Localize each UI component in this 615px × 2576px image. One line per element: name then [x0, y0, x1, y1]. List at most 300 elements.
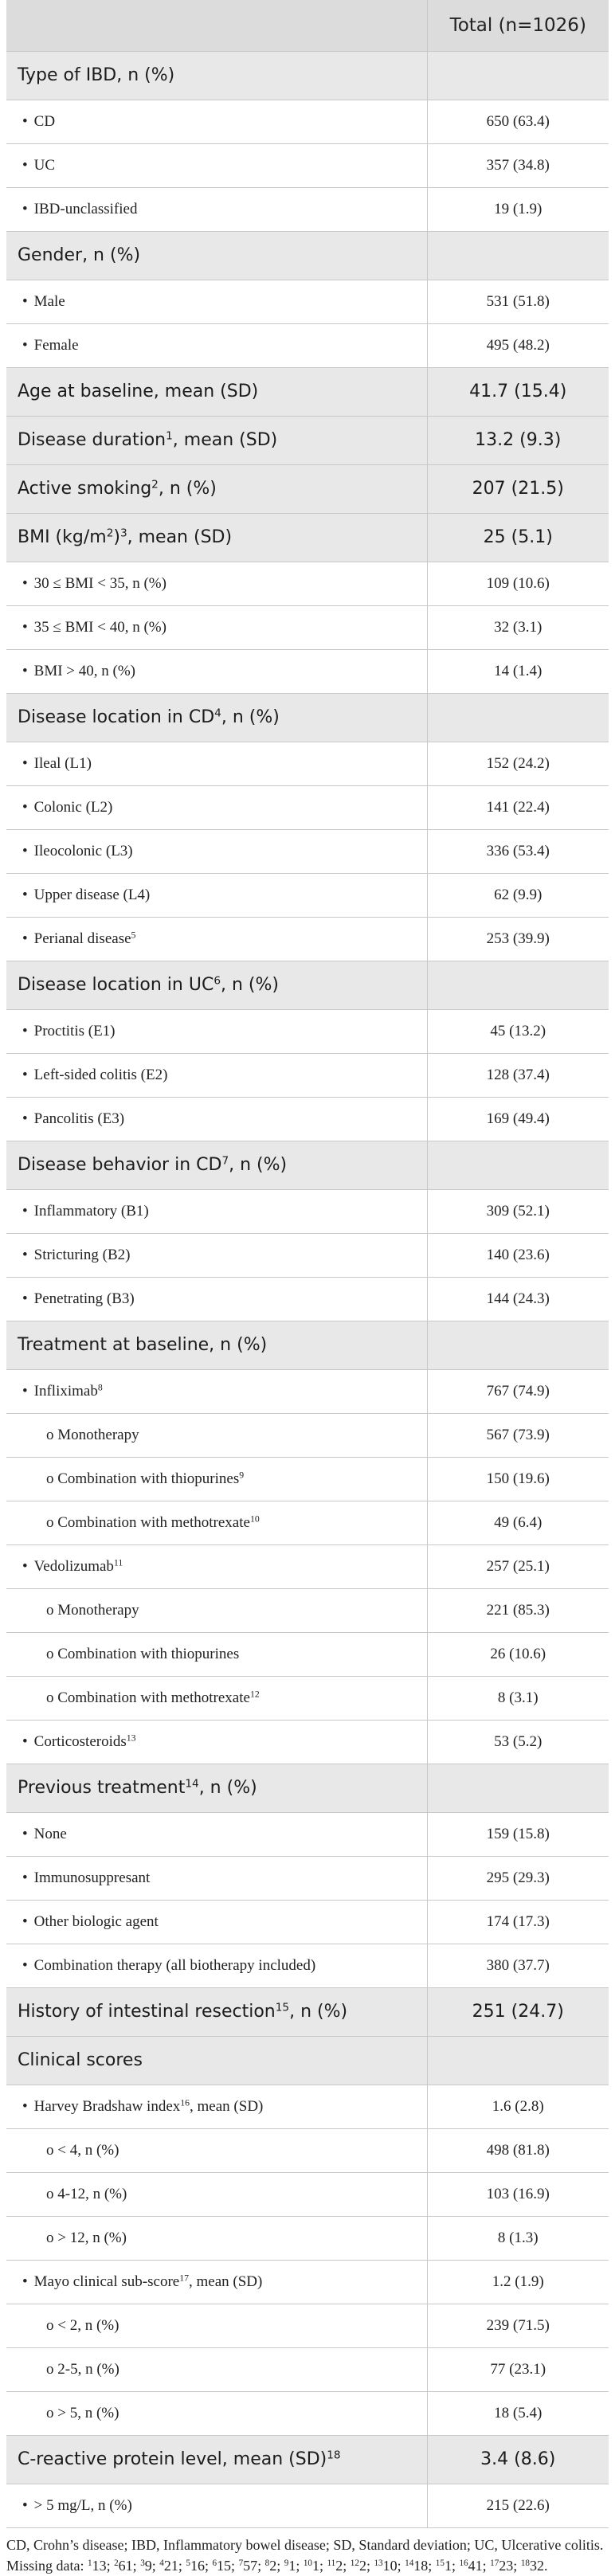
table-row: [6, 187, 609, 231]
row-label: [6, 2216, 427, 2260]
missing-count: 15: [217, 2557, 232, 2574]
row-value: 109 (10.6): [427, 562, 609, 605]
row-label-text: Other biologic agent: [33, 1912, 159, 1930]
missing-count: 2: [269, 2557, 277, 2574]
row-label-text: o Combination with methotrexate: [46, 1689, 250, 1706]
row-label: [6, 1321, 427, 1369]
row-label: [6, 1676, 427, 1720]
bullet-icon: •: [22, 662, 28, 679]
row-label: [6, 1233, 427, 1277]
table-row: [6, 562, 609, 605]
row-value: 295 (29.3): [427, 1856, 609, 1900]
table-row: [6, 785, 609, 829]
footnote-marker: 13: [126, 1732, 136, 1744]
bullet-icon: •: [22, 336, 28, 354]
row-value: 45 (13.2): [427, 1009, 609, 1053]
row-label: [6, 2391, 427, 2435]
table-row: [6, 1501, 609, 1544]
row-label: [6, 513, 427, 562]
table-body: [6, 51, 609, 2527]
row-value: 567 (73.9): [427, 1413, 609, 1457]
row-value: 41.7 (15.4): [427, 367, 609, 416]
row-value: 357 (34.8): [427, 143, 609, 187]
row-value: 49 (6.4): [427, 1501, 609, 1544]
row-label: [6, 1457, 427, 1501]
row-label: [6, 2085, 427, 2128]
row-label-text: Disease duration: [18, 430, 166, 450]
abbreviations-note: CD, Crohn’s disease; IBD, Inflammatory bowel disease; SD, Standard deviation; UC, Ulcerative colitis.: [6, 2536, 604, 2553]
footnote-marker: 17: [179, 2273, 189, 2284]
row-value: 144 (24.3): [427, 1277, 609, 1321]
row-label-text: Male: [33, 292, 65, 310]
row-label-text: History of intestinal resection: [18, 2002, 276, 2022]
row-label-text: CD: [33, 112, 56, 130]
row-label-text: Gender, n (%): [18, 245, 141, 265]
footnote-marker: 7: [221, 1154, 229, 1168]
row-label: [6, 143, 427, 187]
missing-count: 1: [444, 2557, 452, 2574]
missing-count: 1: [288, 2557, 296, 2574]
row-label-text: Colonic (L2): [33, 798, 113, 816]
row-label-text: Immunosuppresant: [33, 1869, 151, 1886]
missing-count: 1: [312, 2557, 319, 2574]
row-label-suffix: , mean (SD): [188, 2273, 263, 2290]
footnote-marker: 2: [106, 527, 114, 540]
row-value: 3.4 (8.6): [427, 2435, 609, 2484]
table-row: [6, 1900, 609, 1944]
bullet-icon: •: [22, 112, 28, 130]
missing-footnote-number: 4: [159, 2558, 164, 2568]
section-row: [6, 416, 609, 464]
missing-count: 41: [468, 2557, 483, 2574]
table-row: [6, 1856, 609, 1900]
section-row: [6, 464, 609, 513]
row-label-text: o Monotherapy: [46, 1601, 139, 1619]
row-label-text: UC: [33, 156, 56, 174]
missing-footnote-number: 2: [114, 2558, 119, 2568]
row-label: [6, 2260, 427, 2304]
section-row: [6, 1141, 609, 1189]
row-value: 215 (22.6): [427, 2484, 609, 2527]
footnote-marker: 8: [97, 1382, 103, 1393]
missing-footnote-number: 16: [459, 2558, 468, 2568]
row-label: [6, 1987, 427, 2036]
row-value: 150 (19.6): [427, 1457, 609, 1501]
bullet-icon: •: [22, 842, 28, 859]
table-row: [6, 742, 609, 785]
row-value: 767 (74.9): [427, 1369, 609, 1413]
footnote-marker: 15: [275, 2001, 290, 2014]
missing-footnote-number: 8: [264, 2558, 270, 2568]
row-label: [6, 1501, 427, 1544]
row-label: [6, 2128, 427, 2172]
table-row: [6, 323, 609, 367]
table-row: [6, 2085, 609, 2128]
row-label-text: Age at baseline, mean (SD): [18, 382, 259, 401]
row-value: 1.2 (1.9): [427, 2260, 609, 2304]
row-value: 62 (9.9): [427, 873, 609, 917]
row-value: [427, 1141, 609, 1189]
section-row: [6, 1764, 609, 1812]
missing-data-values: $^1$13; $^2$61; $^3$9; $^4$21; $^5$16; $^6$15; $^7$57; $^8$2; $^9$1; $^{10}$1; $^{11}$2; $^{12}$2; $^{13}$10; $^{14}$18; $^{15}$1; $^{16}$41; $^{17}$23; $^{18}$32.: [88, 2557, 548, 2574]
bullet-icon: •: [22, 1382, 28, 1400]
row-label: [6, 2172, 427, 2216]
row-value: 169 (49.4): [427, 1097, 609, 1141]
row-label: [6, 416, 427, 464]
row-value: 140 (23.6): [427, 1233, 609, 1277]
row-label: [6, 693, 427, 742]
row-label-text: Infliximab: [33, 1382, 98, 1400]
row-value: 251 (24.7): [427, 1987, 609, 2036]
missing-footnote-number: 11: [327, 2558, 336, 2568]
row-label-text: Proctitis (E1): [33, 1022, 116, 1039]
table-row: [6, 605, 609, 649]
row-value: 380 (37.7): [427, 1944, 609, 1987]
row-label-suffix: , mean (SD): [127, 527, 233, 547]
missing-footnote-number: 18: [520, 2558, 530, 2568]
bullet-icon: •: [22, 930, 28, 947]
table-row: [6, 1053, 609, 1097]
row-label: [6, 1588, 427, 1632]
missing-count: 18: [413, 2557, 429, 2574]
row-label: [6, 1413, 427, 1457]
table-row: [6, 1233, 609, 1277]
missing-count: 61: [118, 2557, 133, 2574]
row-label-text: Female: [33, 336, 79, 354]
footnote-marker: 11: [113, 1557, 123, 1568]
missing-footnote-number: 17: [490, 2558, 499, 2568]
table-row: [6, 1944, 609, 1987]
bullet-icon: •: [22, 200, 28, 217]
row-value: 14 (1.4): [427, 649, 609, 693]
row-label: [6, 51, 427, 100]
table-row: [6, 1369, 609, 1413]
table-row: [6, 873, 609, 917]
row-label-text: BMI > 40, n (%): [33, 662, 135, 679]
missing-count: 16: [190, 2557, 205, 2574]
bullet-icon: •: [22, 2273, 28, 2290]
row-value: 174 (17.3): [427, 1900, 609, 1944]
row-label-text: Ileal (L1): [33, 754, 92, 772]
row-value: [427, 961, 609, 1009]
table-row: [6, 1676, 609, 1720]
table-row: [6, 1544, 609, 1588]
missing-footnote-number: 9: [284, 2558, 289, 2568]
missing-footnote-number: 12: [350, 2558, 359, 2568]
missing-count: 23: [499, 2557, 514, 2574]
missing-footnote-number: 3: [140, 2558, 145, 2568]
missing-count: 2: [335, 2557, 343, 2574]
section-row: [6, 1321, 609, 1369]
row-value: [427, 1764, 609, 1812]
row-label-text: Perianal disease: [33, 930, 131, 947]
footnote-marker: 14: [185, 1777, 199, 1791]
footnote-marker: 18: [327, 2449, 341, 2462]
row-label: [6, 2484, 427, 2527]
row-label-text: Corticosteroids: [33, 1732, 127, 1750]
row-label: [6, 464, 427, 513]
bullet-icon: •: [22, 1869, 28, 1886]
missing-footnote-number: 5: [186, 2558, 190, 2568]
row-label: [6, 100, 427, 143]
row-value: 159 (15.8): [427, 1812, 609, 1856]
bullet-icon: •: [22, 1557, 28, 1575]
row-label: [6, 1900, 427, 1944]
table-row: [6, 280, 609, 323]
row-value: 1.6 (2.8): [427, 2085, 609, 2128]
row-value: 257 (25.1): [427, 1544, 609, 1588]
footnote-marker: 16: [180, 2097, 190, 2108]
bullet-icon: •: [22, 2097, 28, 2115]
table-row: [6, 917, 609, 961]
table-row: [6, 2304, 609, 2347]
table-row: [6, 829, 609, 873]
table-row: [6, 2347, 609, 2391]
row-value: 531 (51.8): [427, 280, 609, 323]
footnote-marker: 9: [239, 1470, 245, 1481]
row-label-text: Pancolitis (E3): [33, 1110, 125, 1127]
row-label-text: o Combination with methotrexate: [46, 1513, 250, 1531]
row-label-text: o 4-12, n (%): [46, 2185, 127, 2202]
bullet-icon: •: [22, 1110, 28, 1127]
table-row: [6, 2484, 609, 2527]
row-value: [427, 1321, 609, 1369]
missing-count: 32: [529, 2557, 544, 2574]
row-label-text: Combination therapy (all biotherapy included): [33, 1956, 316, 1974]
footnote-marker: 2: [151, 478, 159, 491]
section-row: [6, 513, 609, 562]
row-value: 26 (10.6): [427, 1632, 609, 1676]
row-value: 8 (3.1): [427, 1676, 609, 1720]
missing-count: 57: [243, 2557, 258, 2574]
row-label-suffix: , n (%): [289, 2002, 348, 2022]
row-label-text: o Combination with thiopurines: [46, 1645, 240, 1662]
section-row: [6, 2435, 609, 2484]
row-label-text: Type of IBD, n (%): [18, 65, 175, 85]
row-label-text: Clinical scores: [18, 2050, 143, 2070]
row-value: 336 (53.4): [427, 829, 609, 873]
row-value: 103 (16.9): [427, 2172, 609, 2216]
row-label: [6, 562, 427, 605]
row-label-text: o Combination with thiopurines: [46, 1470, 240, 1487]
missing-footnote-number: 7: [238, 2558, 244, 2568]
table-row: [6, 1277, 609, 1321]
row-label: [6, 2036, 427, 2085]
row-value: 32 (3.1): [427, 605, 609, 649]
row-label: [6, 873, 427, 917]
row-label: [6, 1764, 427, 1812]
section-row: [6, 2036, 609, 2085]
table-footnote: [6, 2535, 609, 2576]
section-row: [6, 693, 609, 742]
table-row: [6, 1009, 609, 1053]
row-label-text: > 5 mg/L, n (%): [33, 2496, 132, 2514]
row-label-text: o Monotherapy: [46, 1426, 139, 1443]
table-row: [6, 1097, 609, 1141]
row-value: 207 (21.5): [427, 464, 609, 513]
bullet-icon: •: [22, 292, 28, 310]
bullet-icon: •: [22, 1066, 28, 1083]
bullet-icon: •: [22, 2496, 28, 2514]
row-label: [6, 2347, 427, 2391]
table-row: [6, 1812, 609, 1856]
row-value: 495 (48.2): [427, 323, 609, 367]
row-label-text: Upper disease (L4): [33, 886, 151, 903]
row-label-text: o < 4, n (%): [46, 2141, 119, 2159]
row-label: [6, 1053, 427, 1097]
row-label: [6, 1544, 427, 1588]
row-label-suffix: , mean (SD): [190, 2097, 264, 2115]
table-row: [6, 1720, 609, 1764]
row-label: [6, 917, 427, 961]
row-value: 53 (5.2): [427, 1720, 609, 1764]
row-label-text: Mayo clinical sub-score: [33, 2273, 180, 2290]
row-label: [6, 1632, 427, 1676]
bullet-icon: •: [22, 1912, 28, 1930]
row-label-text: Active smoking: [18, 479, 152, 499]
row-value: 13.2 (9.3): [427, 416, 609, 464]
row-label: [6, 231, 427, 280]
row-label-text: Stricturing (B2): [33, 1246, 131, 1263]
row-label-text: o 2-5, n (%): [46, 2360, 119, 2378]
row-label: [6, 1141, 427, 1189]
row-value: 141 (22.4): [427, 785, 609, 829]
row-value: 253 (39.9): [427, 917, 609, 961]
row-label-text: Harvey Bradshaw index: [33, 2097, 181, 2115]
header-characteristic: [6, 0, 427, 51]
missing-footnote-number: 14: [405, 2558, 414, 2568]
bullet-icon: •: [22, 1022, 28, 1039]
row-label-text: Left-sided colitis (E2): [33, 1066, 168, 1083]
table-row: [6, 1413, 609, 1457]
row-label-text: BMI (kg/m: [18, 527, 107, 547]
missing-count: 10: [382, 2557, 398, 2574]
row-value: 77 (23.1): [427, 2347, 609, 2391]
row-value: [427, 51, 609, 100]
missing-count: 2: [358, 2557, 366, 2574]
header-total: Total (n=1026): [427, 0, 609, 51]
row-label: [6, 649, 427, 693]
row-value: 19 (1.9): [427, 187, 609, 231]
row-label-suffix: ): [113, 527, 120, 547]
table-row: [6, 2391, 609, 2435]
row-label: [6, 187, 427, 231]
missing-data-label: Missing data:: [6, 2557, 88, 2574]
section-row: [6, 51, 609, 100]
row-label-suffix: , n (%): [229, 1155, 288, 1175]
bullet-icon: •: [22, 886, 28, 903]
section-row: [6, 1987, 609, 2036]
missing-data-note: [6, 2555, 609, 2576]
table-row: [6, 1189, 609, 1233]
row-label: [6, 1009, 427, 1053]
missing-count: 21: [163, 2557, 178, 2574]
row-label: [6, 1097, 427, 1141]
row-label: [6, 280, 427, 323]
row-label-suffix: , n (%): [198, 1778, 257, 1798]
footnote-marker: 6: [213, 974, 221, 988]
row-value: 221 (85.3): [427, 1588, 609, 1632]
missing-footnote-number: 15: [435, 2558, 445, 2568]
row-label-text: Disease behavior in CD: [18, 1155, 222, 1175]
table-row: [6, 143, 609, 187]
row-label-suffix: , n (%): [221, 707, 280, 727]
missing-footnote-number: 10: [303, 2558, 312, 2568]
row-label: [6, 2304, 427, 2347]
row-label: [6, 323, 427, 367]
row-label-text: o > 12, n (%): [46, 2229, 127, 2246]
row-label: [6, 785, 427, 829]
row-value: [427, 231, 609, 280]
row-value: [427, 2036, 609, 2085]
row-label: [6, 1369, 427, 1413]
bullet-icon: •: [22, 1956, 28, 1974]
row-label-text: Disease location in UC: [18, 975, 214, 995]
section-row: [6, 231, 609, 280]
table-row: [6, 2172, 609, 2216]
row-value: 128 (37.4): [427, 1053, 609, 1097]
table-row: [6, 1457, 609, 1501]
row-label: [6, 605, 427, 649]
bullet-icon: •: [22, 574, 28, 592]
missing-footnote-number: 6: [212, 2558, 217, 2568]
row-label: [6, 1277, 427, 1321]
row-value: [427, 693, 609, 742]
row-label-text: None: [33, 1825, 67, 1842]
section-row: [6, 367, 609, 416]
table-row: [6, 1632, 609, 1676]
row-label-suffix: , n (%): [221, 975, 279, 995]
bullet-icon: •: [22, 1246, 28, 1263]
row-label-text: C-reactive protein level, mean (SD): [18, 2449, 327, 2469]
footnote-marker: 3: [119, 527, 127, 540]
footnote-marker: 5: [131, 930, 136, 941]
footnote-marker: 12: [249, 1689, 260, 1700]
row-label: [6, 742, 427, 785]
row-label-text: 35 ≤ BMI < 40, n (%): [33, 618, 166, 636]
row-value: 309 (52.1): [427, 1189, 609, 1233]
row-label-text: Penetrating (B3): [33, 1290, 135, 1307]
row-label-text: Treatment at baseline, n (%): [18, 1335, 268, 1355]
row-label: [6, 829, 427, 873]
row-value: 239 (71.5): [427, 2304, 609, 2347]
row-label: [6, 961, 427, 1009]
row-label-text: Disease location in CD: [18, 707, 215, 727]
bullet-icon: •: [22, 798, 28, 816]
bullet-icon: •: [22, 1202, 28, 1219]
footnote-marker: 10: [249, 1513, 260, 1525]
row-label-text: IBD-unclassified: [33, 200, 138, 217]
table-row: [6, 649, 609, 693]
row-label-text: 30 ≤ BMI < 35, n (%): [33, 574, 166, 592]
row-label-text: o > 5, n (%): [46, 2404, 119, 2421]
row-value: 25 (5.1): [427, 513, 609, 562]
bullet-icon: •: [22, 618, 28, 636]
missing-count: 9: [144, 2557, 152, 2574]
row-value: 650 (63.4): [427, 100, 609, 143]
row-label: [6, 2435, 427, 2484]
bullet-icon: •: [22, 1825, 28, 1842]
bullet-icon: •: [22, 1290, 28, 1307]
footnote-marker: 1: [166, 429, 173, 443]
table-row: [6, 2216, 609, 2260]
row-label-text: Previous treatment: [18, 1778, 186, 1798]
row-label: [6, 1812, 427, 1856]
row-label-text: Ileocolonic (L3): [33, 842, 133, 859]
row-value: 152 (24.2): [427, 742, 609, 785]
row-label: [6, 1189, 427, 1233]
row-label-text: Inflammatory (B1): [33, 1202, 149, 1219]
